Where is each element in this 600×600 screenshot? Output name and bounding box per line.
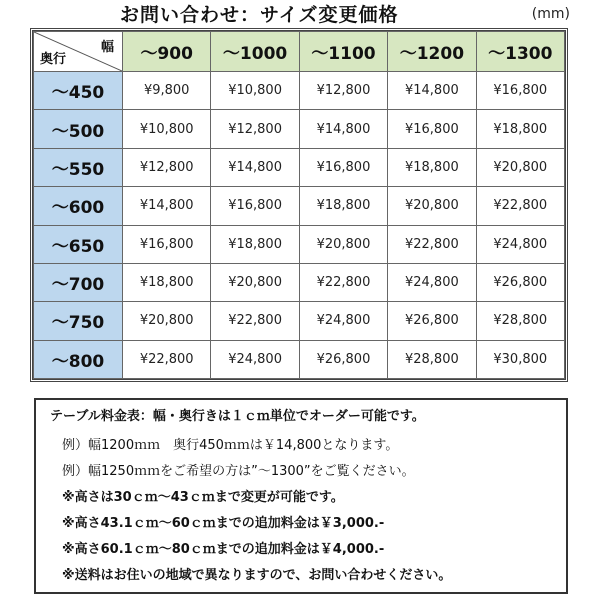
width-header: ～1000 <box>211 32 299 72</box>
depth-header: ～600 <box>34 187 123 225</box>
price-cell: ¥16,800 <box>123 225 211 263</box>
price-cell: ¥9,800 <box>123 72 211 110</box>
corner-width-label: 幅 <box>100 40 114 55</box>
price-cell: ¥14,800 <box>123 187 211 225</box>
price-cell: ¥12,800 <box>299 72 387 110</box>
price-cell: ¥30,800 <box>476 340 564 378</box>
depth-header: ～700 <box>34 263 123 301</box>
price-cell: ¥16,800 <box>211 187 299 225</box>
table-row <box>34 148 565 186</box>
corner-depth-label: 奥行 <box>40 52 67 67</box>
depth-header: ～500 <box>34 110 123 148</box>
price-cell: ¥20,800 <box>123 302 211 340</box>
price-cell: ¥14,800 <box>388 72 476 110</box>
price-cell: ¥20,800 <box>299 225 387 263</box>
price-table <box>33 31 565 379</box>
table-row <box>34 340 565 378</box>
price-cell: ¥12,800 <box>211 110 299 148</box>
table-row <box>34 263 565 301</box>
table-row <box>34 110 565 148</box>
depth-header: ～800 <box>34 340 123 378</box>
price-cell: ¥22,800 <box>123 340 211 378</box>
price-cell: ¥22,800 <box>299 263 387 301</box>
price-cell: ¥18,800 <box>299 187 387 225</box>
width-header: ～900 <box>123 32 211 72</box>
price-cell: ¥10,800 <box>211 72 299 110</box>
price-cell: ¥26,800 <box>299 340 387 378</box>
price-table-frame <box>30 28 568 382</box>
depth-header: ～450 <box>34 72 123 110</box>
depth-header: ～750 <box>34 302 123 340</box>
note-line: 例）幅1250ｍｍをご希望の方は”～1300”をご覧ください。 <box>62 464 415 479</box>
width-header: ～1100 <box>299 32 387 72</box>
table-row <box>34 225 565 263</box>
price-cell: ¥16,800 <box>388 110 476 148</box>
price-cell: ¥20,800 <box>388 187 476 225</box>
price-cell: ¥28,800 <box>388 340 476 378</box>
price-cell: ¥14,800 <box>299 110 387 148</box>
note-line: ※送料はお住いの地域で異なりますので、お問い合わせください。 <box>62 568 452 583</box>
table-row <box>34 187 565 225</box>
price-cell: ¥24,800 <box>476 225 564 263</box>
price-cell: ¥20,800 <box>211 263 299 301</box>
price-cell: ¥26,800 <box>476 263 564 301</box>
price-cell: ¥18,800 <box>476 110 564 148</box>
table-row <box>34 72 565 110</box>
note-line: 例）幅1200ｍｍ 奥行450ｍｍは￥14,800となります。 <box>62 438 399 453</box>
price-cell: ¥16,800 <box>299 148 387 186</box>
price-cell: ¥18,800 <box>211 225 299 263</box>
depth-header: ～650 <box>34 225 123 263</box>
price-cell: ¥22,800 <box>211 302 299 340</box>
price-cell: ¥20,800 <box>476 148 564 186</box>
depth-header: ～550 <box>34 148 123 186</box>
price-cell: ¥28,800 <box>476 302 564 340</box>
price-cell: ¥14,800 <box>211 148 299 186</box>
note-line: ※高さ43.1ｃｍ～60ｃｍまでの追加料金は￥3,000.- <box>62 516 385 531</box>
unit-label: (mm) <box>531 6 570 22</box>
notes-box <box>34 398 568 594</box>
price-cell: ¥22,800 <box>476 187 564 225</box>
price-cell: ¥18,800 <box>123 263 211 301</box>
note-line: ※高さは30ｃｍ～43ｃｍまで変更が可能です。 <box>62 490 344 505</box>
price-cell: ¥10,800 <box>123 110 211 148</box>
table-header-row <box>34 32 565 72</box>
price-cell: ¥16,800 <box>476 72 564 110</box>
table-row <box>34 302 565 340</box>
page-title: お問い合わせ：サイズ変更価格 <box>120 4 399 26</box>
price-cell: ¥24,800 <box>211 340 299 378</box>
price-cell: ¥12,800 <box>123 148 211 186</box>
price-cell: ¥22,800 <box>388 225 476 263</box>
price-cell: ¥24,800 <box>388 263 476 301</box>
price-cell: ¥26,800 <box>388 302 476 340</box>
width-header: ～1200 <box>388 32 476 72</box>
corner-cell <box>34 32 123 72</box>
notes-heading: テーブル料金表：幅・奥行きは１ｃｍ単位でオーダー可能です。 <box>50 409 425 424</box>
note-line: ※高さ60.1ｃｍ～80ｃｍまでの追加料金は￥4,000.- <box>62 542 385 557</box>
width-header: ～1300 <box>476 32 564 72</box>
price-cell: ¥24,800 <box>299 302 387 340</box>
price-cell: ¥18,800 <box>388 148 476 186</box>
